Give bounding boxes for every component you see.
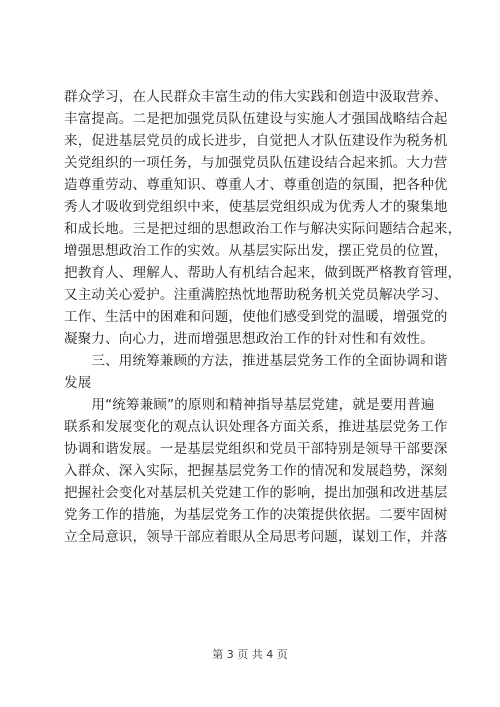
text-line: 又主动关心爱护。注重满腔热忱地帮助税务机关党员解决学习、	[64, 287, 448, 303]
text-line: 和成长地。三是把过细的思想政治工作与解决实际问题结合起来，	[64, 221, 462, 237]
text-line: 把教育人、理解人、帮助人有机结合起来，做到既严格教育管理，	[64, 265, 462, 281]
section-heading-line: 三、用统筹兼顾的方法，推进基层党务工作的全面协调和谐	[64, 353, 448, 369]
text-line: 用“统筹兼顾”的原则和精神指导基层党建，就是要用普遍	[64, 397, 435, 413]
text-line: 党务工作的措施，为基层党务工作的决策提供依据。二要牢固树	[64, 507, 448, 523]
text-line: 凝聚力、向心力，进而增强思想政治工作的针对性和有效性。	[64, 331, 434, 347]
text-line: 来，促进基层党员的成长进步，自觉把人才队伍建设作为税务机	[64, 133, 448, 149]
page-number: 第 3 页 共 4 页	[212, 648, 288, 661]
text-line: 关党组织的一项任务，与加强党员队伍建设结合起来抓。大力营	[64, 155, 448, 171]
text-line: 秀人才吸收到党组织中来，使基层党组织成为优秀人才的聚集地	[64, 199, 448, 215]
section-heading-line: 发展	[64, 375, 92, 391]
text-line: 造尊重劳动、尊重知识、尊重人才、尊重创造的氛围，把各种优	[64, 177, 448, 193]
document-body	[64, 86, 462, 548]
text-line: 入群众、深入实际，把握基层党务工作的情况和发展趋势，深刻	[64, 463, 448, 479]
text-line: 立全局意识，领导干部应着眼从全局思考问题，谋划工作，并落	[64, 529, 448, 545]
text-line: 丰富提高。二是把加强党员队伍建设与实施人才强国战略结合起	[64, 111, 448, 127]
text-line: 协调和谐发展。一是基层党组织和党员干部特别是领导干部要深	[64, 441, 448, 457]
text-line: 群众学习，在人民群众丰富生动的伟大实践和创造中汲取营养、	[64, 89, 448, 105]
text-line: 联系和发展变化的观点认识处理各方面关系，推进基层党务工作	[64, 419, 448, 435]
text-line: 增强思想政治工作的实效。从基层实际出发，摆正党员的位置，	[64, 243, 448, 259]
text-line: 工作、生活中的困难和问题，使他们感受到党的温暖，增强党的	[64, 309, 448, 325]
page-footer	[0, 646, 500, 662]
text-line: 把握社会变化对基层机关党建工作的影响，提出加强和改进基层	[64, 485, 448, 501]
